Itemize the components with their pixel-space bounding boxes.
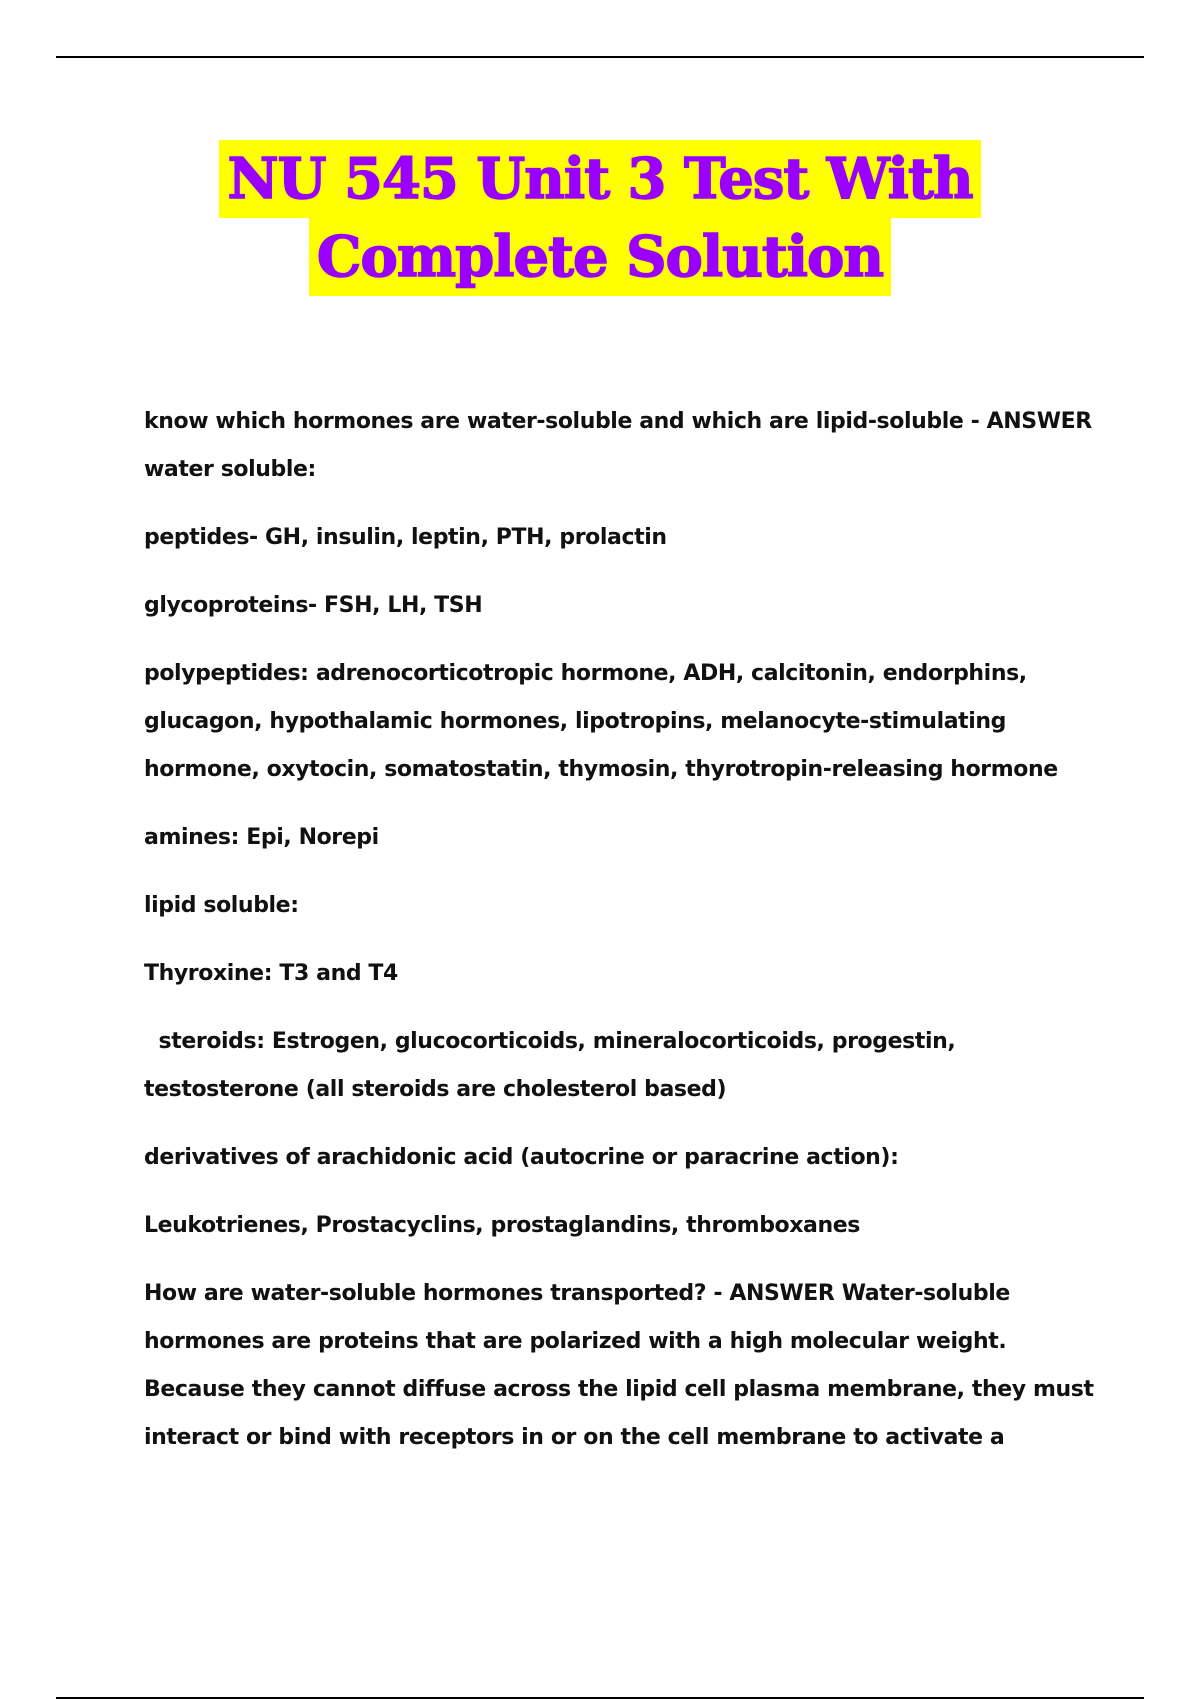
document-body — [144, 398, 1101, 1482]
paragraph-glycoproteins: glycoproteins- FSH, LH, TSH — [144, 593, 483, 618]
paragraph-question-transport: How are water-soluble hormones transported? - ANSWER Water-soluble hormones are proteins that are polarized with a high molecular weight. Because they cannot diffuse across the lipid cell plasma membrane, they must interact or bind with receptors in or on the cell membrane to activate a — [144, 1281, 1101, 1450]
paragraph-polypeptides: polypeptides: adrenocorticotropic hormone, ADH, calcitonin, endorphins, glucagon, hypothalamic hormones, lipotropins, melanocyte-stimulating hormone, oxytocin, somatostatin, thymosin, thyrotropin-releasing hormone — [144, 661, 1058, 782]
paragraph-arachidonic-derivatives: derivatives of arachidonic acid (autocrine or paracrine action): — [144, 1145, 899, 1170]
paragraph-lipid-soluble: lipid soluble: — [144, 893, 299, 918]
paragraph-steroids: steroids: Estrogen, glucocorticoids, mineralocorticoids, progestin, testosterone (all steroids are cholesterol based) — [144, 1029, 963, 1102]
title-line-1: NU 545 Unit 3 Test With — [219, 140, 980, 218]
paragraph-question-solubility: know which hormones are water-soluble and which are lipid-soluble - ANSWER water soluble: — [144, 409, 1100, 482]
paragraph-peptides: peptides- GH, insulin, leptin, PTH, prolactin — [144, 525, 667, 550]
paragraph-eicosanoids: Leukotrienes, Prostacyclins, prostaglandins, thromboxanes — [144, 1213, 860, 1238]
document-title — [0, 140, 1200, 296]
paragraph-thyroxine: Thyroxine: T3 and T4 — [144, 961, 398, 986]
top-rule — [56, 56, 1144, 58]
paragraph-amines: amines: Epi, Norepi — [144, 825, 379, 850]
bottom-rule — [56, 1697, 1144, 1699]
title-line-2: Complete Solution — [309, 218, 891, 296]
